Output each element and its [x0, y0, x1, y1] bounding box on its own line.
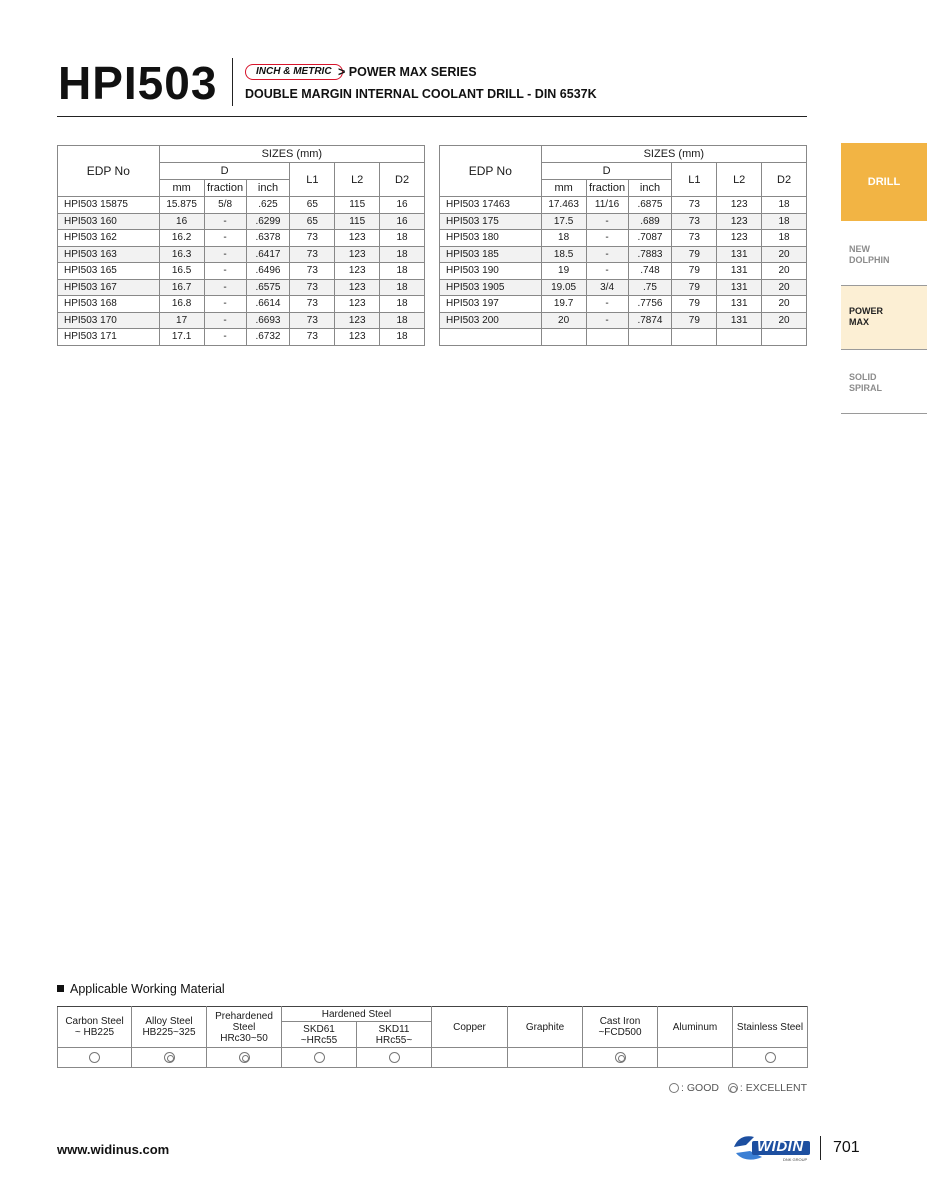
inch-cell: .748 — [628, 263, 672, 280]
d2-cell: 20 — [762, 263, 807, 280]
header-fraction: fraction — [586, 180, 628, 197]
edp-cell: HPI503 175 — [440, 213, 542, 230]
material-skd61 — [282, 1022, 357, 1048]
edp-cell: HPI503 171 — [58, 329, 160, 346]
rating-cell — [508, 1048, 583, 1068]
d2-cell: 20 — [762, 312, 807, 329]
fraction-cell: - — [586, 263, 628, 280]
table-row — [58, 230, 425, 247]
rating-cell — [733, 1048, 808, 1068]
header-sizes: SIZES (mm) — [159, 146, 424, 163]
sidebar-tab-power-max[interactable] — [841, 286, 927, 350]
sidebar-label: NEW — [849, 244, 870, 254]
fraction-cell: - — [586, 296, 628, 313]
material-label: ~FCD500 — [598, 1027, 642, 1038]
d2-cell: 18 — [380, 296, 425, 313]
table-row — [58, 197, 425, 214]
mm-cell: 17.1 — [159, 329, 204, 346]
fraction-cell: 5/8 — [204, 197, 246, 214]
fraction-cell: 3/4 — [586, 279, 628, 296]
header-edp: EDP No — [58, 146, 160, 197]
excellent-double-circle-icon — [615, 1052, 626, 1063]
table-row — [58, 329, 425, 346]
mm-cell: 20 — [541, 312, 586, 329]
d2-cell: 18 — [380, 263, 425, 280]
header-d: D — [541, 163, 672, 180]
l2-cell: 131 — [717, 312, 762, 329]
edp-cell: HPI503 170 — [58, 312, 160, 329]
header-sizes: SIZES (mm) — [541, 146, 806, 163]
l1-cell: 65 — [290, 213, 335, 230]
mm-cell: 16.5 — [159, 263, 204, 280]
l2-cell: 123 — [335, 296, 380, 313]
fraction-cell: - — [586, 246, 628, 263]
fraction-cell: - — [204, 246, 246, 263]
product-subtitle: DOUBLE MARGIN INTERNAL COOLANT DRILL - DIN 6537K — [245, 87, 597, 101]
d2-cell: 18 — [380, 279, 425, 296]
d2-cell: 20 — [762, 246, 807, 263]
edp-cell: HPI503 200 — [440, 312, 542, 329]
mm-cell: 15.875 — [159, 197, 204, 214]
d2-cell: 18 — [380, 230, 425, 247]
mm-cell: 19.05 — [541, 279, 586, 296]
fraction-cell: - — [204, 329, 246, 346]
header-rule — [57, 116, 807, 117]
table-row — [58, 246, 425, 263]
fraction-cell: - — [204, 213, 246, 230]
mm-cell: 18.5 — [541, 246, 586, 263]
l2-cell: 123 — [717, 230, 762, 247]
d2-cell: 18 — [380, 246, 425, 263]
sidebar-tab-new-dolphin[interactable] — [841, 221, 927, 286]
l2-cell: 123 — [717, 213, 762, 230]
l2-cell: 131 — [717, 279, 762, 296]
rating-cell — [583, 1048, 658, 1068]
legend-excellent-label: : EXCELLENT — [739, 1082, 807, 1094]
edp-cell: HPI503 1905 — [440, 279, 542, 296]
material-aluminum: Aluminum — [658, 1007, 733, 1048]
excellent-double-circle-icon — [239, 1052, 250, 1063]
page-number: 701 — [833, 1139, 860, 1156]
rating-cell — [432, 1048, 508, 1068]
material-label: Carbon Steel — [65, 1016, 124, 1027]
table-row — [440, 312, 807, 329]
edp-cell: HPI503 190 — [440, 263, 542, 280]
inch-cell: .689 — [628, 213, 672, 230]
inch-cell: .6575 — [246, 279, 290, 296]
size-table-right — [439, 145, 807, 346]
edp-cell: HPI503 197 — [440, 296, 542, 313]
working-material-table — [57, 1006, 808, 1068]
l1-cell: 73 — [290, 329, 335, 346]
good-circle-icon — [669, 1083, 679, 1093]
header-l2: L2 — [335, 163, 380, 197]
material-label: Cast Iron — [599, 1016, 641, 1027]
material-hardened-steel: Hardened Steel — [282, 1007, 432, 1022]
mm-cell: 17.5 — [541, 213, 586, 230]
material-carbon-steel — [58, 1007, 132, 1048]
l1-cell: 73 — [290, 263, 335, 280]
l1-cell: 73 — [672, 230, 717, 247]
fraction-cell: - — [204, 230, 246, 247]
good-circle-icon — [89, 1052, 100, 1063]
inch-cell: .7874 — [628, 312, 672, 329]
mm-cell: 16.7 — [159, 279, 204, 296]
sidebar-label: DOLPHIN — [849, 255, 890, 265]
l1-cell: 73 — [290, 296, 335, 313]
inch-cell: .6693 — [246, 312, 290, 329]
header-inch: inch — [246, 180, 290, 197]
fraction-cell: - — [204, 279, 246, 296]
l2-cell: 123 — [717, 197, 762, 214]
good-circle-icon — [314, 1052, 325, 1063]
sidebar-tab-solid-spiral[interactable] — [841, 350, 927, 414]
fraction-cell: 11/16 — [586, 197, 628, 214]
header-l1: L1 — [290, 163, 335, 197]
material-label: SKD11 — [378, 1023, 410, 1035]
size-table-left — [57, 145, 425, 346]
inch-cell: .625 — [246, 197, 290, 214]
logo-text: WIDIN — [757, 1138, 804, 1155]
mm-cell: 17.463 — [541, 197, 586, 214]
inch-cell: .6378 — [246, 230, 290, 247]
inch-cell: .6299 — [246, 213, 290, 230]
l1-cell — [672, 329, 717, 346]
material-label: HB225~325 — [142, 1027, 196, 1038]
material-prehardened-steel — [207, 1007, 282, 1048]
l1-cell: 73 — [290, 312, 335, 329]
table-row — [58, 296, 425, 313]
edp-cell: HPI503 160 — [58, 213, 160, 230]
logo-subtext: DNK GROUP — [783, 1157, 808, 1162]
table-row — [440, 213, 807, 230]
edp-cell: HPI503 185 — [440, 246, 542, 263]
l2-cell: 131 — [717, 296, 762, 313]
sidebar-label: POWER — [849, 306, 884, 316]
inch-cell: .6614 — [246, 296, 290, 313]
d2-cell: 20 — [762, 296, 807, 313]
edp-cell: HPI503 167 — [58, 279, 160, 296]
header-l1: L1 — [672, 163, 717, 197]
mm-cell: 16.8 — [159, 296, 204, 313]
website-link[interactable]: www.widinus.com — [57, 1142, 170, 1157]
header-d2: D2 — [762, 163, 807, 197]
inch-cell: .6875 — [628, 197, 672, 214]
fraction-cell: - — [586, 230, 628, 247]
material-label: HRc55~ — [375, 1034, 413, 1046]
table-row — [58, 263, 425, 280]
l2-cell: 131 — [717, 246, 762, 263]
edp-cell: HPI503 163 — [58, 246, 160, 263]
footer-divider — [820, 1136, 821, 1160]
l1-cell: 79 — [672, 263, 717, 280]
material-copper: Copper — [432, 1007, 508, 1048]
table-row — [440, 279, 807, 296]
inch-metric-badge: INCH & METRIC — [245, 64, 343, 80]
series-label: > POWER MAX SERIES — [338, 65, 477, 79]
square-bullet-icon — [57, 985, 64, 992]
d2-cell: 18 — [762, 213, 807, 230]
material-label: ~HRc55 — [300, 1034, 338, 1046]
sidebar-tab-drill[interactable]: DRILL — [841, 143, 927, 221]
material-label: Prehardened — [215, 1010, 273, 1022]
table-row — [58, 213, 425, 230]
l1-cell: 73 — [290, 246, 335, 263]
edp-cell: HPI503 15875 — [58, 197, 160, 214]
header-l2: L2 — [717, 163, 762, 197]
table-row — [440, 246, 807, 263]
edp-cell: HPI503 180 — [440, 230, 542, 247]
l2-cell: 115 — [335, 197, 380, 214]
edp-cell: HPI503 162 — [58, 230, 160, 247]
header-inch: inch — [628, 180, 672, 197]
mm-cell: 17 — [159, 312, 204, 329]
material-label: ~ HB225 — [74, 1027, 115, 1038]
header-divider — [232, 58, 233, 106]
material-label: Steel — [232, 1021, 256, 1033]
material-stainless-steel: Stainless Steel — [733, 1007, 808, 1048]
inch-cell: .6496 — [246, 263, 290, 280]
header-mm: mm — [541, 180, 586, 197]
fraction-cell: - — [204, 296, 246, 313]
fraction-cell: - — [204, 263, 246, 280]
l1-cell: 79 — [672, 296, 717, 313]
sidebar-label: SPIRAL — [849, 383, 883, 393]
excellent-double-circle-icon — [728, 1083, 738, 1093]
material-alloy-steel — [132, 1007, 207, 1048]
inch-cell: .7087 — [628, 230, 672, 247]
table-row — [440, 197, 807, 214]
working-material-title — [57, 982, 225, 996]
l1-cell: 73 — [290, 230, 335, 247]
header-mm: mm — [159, 180, 204, 197]
inch-cell — [628, 329, 672, 346]
edp-cell — [440, 329, 542, 346]
l1-cell: 79 — [672, 246, 717, 263]
d2-cell: 18 — [762, 230, 807, 247]
material-cast-iron — [583, 1007, 658, 1048]
mm-cell — [541, 329, 586, 346]
rating-legend — [669, 1082, 807, 1094]
d2-cell: 18 — [380, 312, 425, 329]
fraction-cell: - — [586, 312, 628, 329]
table-row — [440, 230, 807, 247]
l2-cell: 123 — [335, 312, 380, 329]
l2-cell: 115 — [335, 213, 380, 230]
l1-cell: 65 — [290, 197, 335, 214]
l2-cell: 123 — [335, 263, 380, 280]
rating-cell — [58, 1048, 132, 1068]
material-label: HRc30~50 — [220, 1032, 268, 1044]
excellent-double-circle-icon — [164, 1052, 175, 1063]
header-d: D — [159, 163, 290, 180]
d2-cell: 20 — [762, 279, 807, 296]
table-row — [440, 296, 807, 313]
good-circle-icon — [765, 1052, 776, 1063]
legend-good-label: : GOOD — [681, 1082, 719, 1094]
table-row — [58, 279, 425, 296]
fraction-cell — [586, 329, 628, 346]
l1-cell: 79 — [672, 312, 717, 329]
fraction-cell: - — [586, 213, 628, 230]
d2-cell — [762, 329, 807, 346]
l2-cell: 123 — [335, 246, 380, 263]
l1-cell: 73 — [672, 197, 717, 214]
rating-cell — [357, 1048, 432, 1068]
edp-cell: HPI503 165 — [58, 263, 160, 280]
good-circle-icon — [389, 1052, 400, 1063]
mm-cell: 16.3 — [159, 246, 204, 263]
edp-cell: HPI503 168 — [58, 296, 160, 313]
sidebar-label: SOLID — [849, 372, 877, 382]
rating-cell — [282, 1048, 357, 1068]
l1-cell: 73 — [290, 279, 335, 296]
fraction-cell: - — [204, 312, 246, 329]
rating-cell — [207, 1048, 282, 1068]
material-label: SKD61 — [303, 1023, 335, 1035]
sidebar-label: MAX — [849, 317, 869, 327]
header-edp: EDP No — [440, 146, 542, 197]
inch-cell: .6417 — [246, 246, 290, 263]
table-row — [58, 312, 425, 329]
rating-cell — [658, 1048, 733, 1068]
mm-cell: 18 — [541, 230, 586, 247]
l1-cell: 73 — [672, 213, 717, 230]
mm-cell: 19 — [541, 263, 586, 280]
working-material-title-text: Applicable Working Material — [70, 982, 225, 996]
header-d2: D2 — [380, 163, 425, 197]
table-row — [440, 263, 807, 280]
d2-cell: 16 — [380, 213, 425, 230]
inch-cell: .75 — [628, 279, 672, 296]
inch-cell: .6732 — [246, 329, 290, 346]
material-label: Alloy Steel — [145, 1016, 193, 1027]
l2-cell: 131 — [717, 263, 762, 280]
rating-cell — [132, 1048, 207, 1068]
l2-cell — [717, 329, 762, 346]
d2-cell: 16 — [380, 197, 425, 214]
rating-row — [58, 1048, 808, 1068]
l1-cell: 79 — [672, 279, 717, 296]
mm-cell: 16 — [159, 213, 204, 230]
d2-cell: 18 — [762, 197, 807, 214]
l2-cell: 123 — [335, 230, 380, 247]
material-graphite: Graphite — [508, 1007, 583, 1048]
material-skd11 — [357, 1022, 432, 1048]
inch-cell: .7883 — [628, 246, 672, 263]
header-fraction: fraction — [204, 180, 246, 197]
edp-cell: HPI503 17463 — [440, 197, 542, 214]
model-title: HPI503 — [58, 57, 218, 109]
table-row-empty — [440, 329, 807, 346]
inch-cell: .7756 — [628, 296, 672, 313]
l2-cell: 123 — [335, 279, 380, 296]
l2-cell: 123 — [335, 329, 380, 346]
mm-cell: 16.2 — [159, 230, 204, 247]
mm-cell: 19.7 — [541, 296, 586, 313]
d2-cell: 18 — [380, 329, 425, 346]
